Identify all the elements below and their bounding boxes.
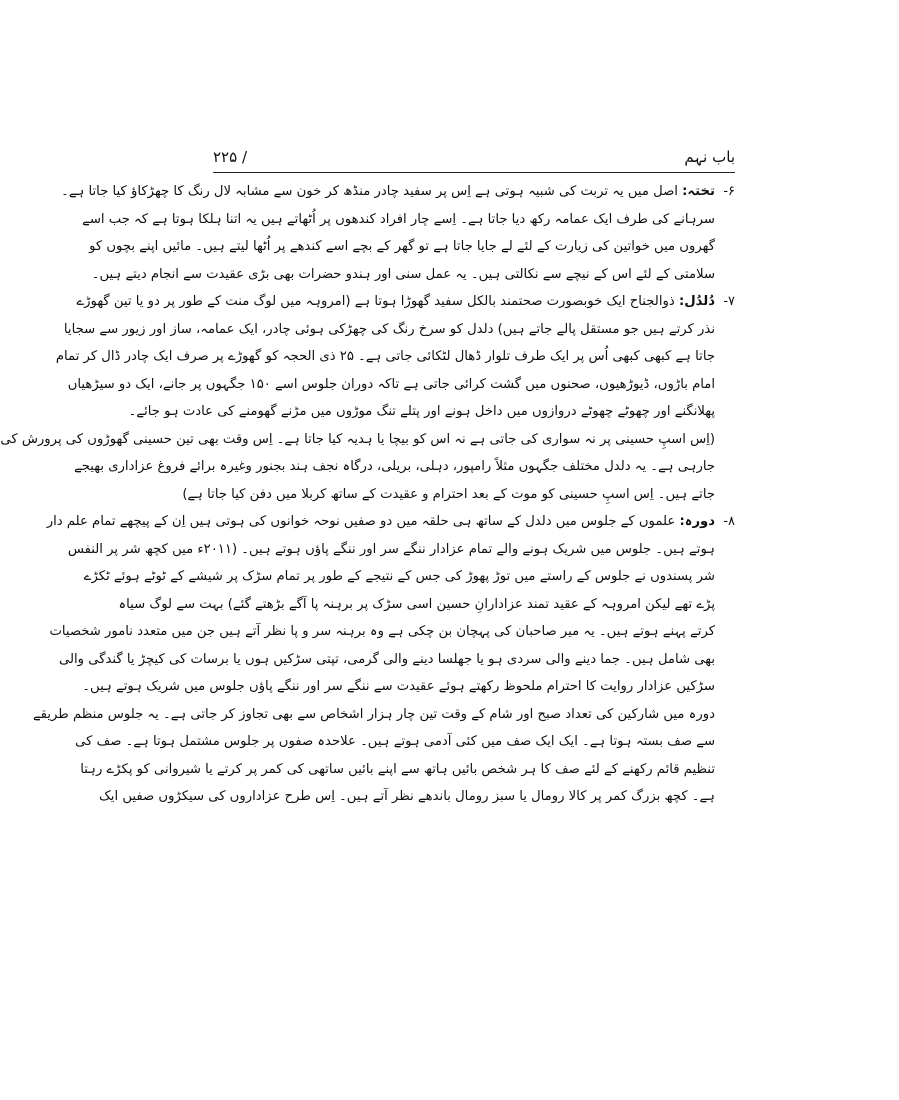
text-line — [74, 453, 715, 481]
text-line — [58, 646, 715, 674]
text-line — [89, 233, 715, 261]
line-text: پڑے تھے لیکن امروہہ کے عقید تمند عزادارانِ حسین اسی سڑک پر برہنہ پا آگے بڑھتے گئے) بہت سے لوگ سیاہ — [118, 596, 715, 612]
line-text: سڑکیں عزادار روایت کا احترام ملحوظ رکھتے ہوئے عقیدت سے ننگے سر اور ننگے پاؤں جلوس میں شریک ہوتے ہیں۔ — [82, 679, 715, 694]
text-line — [118, 591, 715, 619]
section-number: ۸- — [723, 514, 735, 529]
line-text: شر پسندوں نے جلوس کے راستے میں توڑ پھوڑ کی جس کے نتیجے کے طور پر تمام سڑک پر شیشے کے ٹوٹے ہوئے ٹکڑے — [83, 569, 715, 584]
line-text: (اِس اسپِ حسینی پر نہ سواری کی جاتی ہے نہ اس کو بیچا یا ہدیہ کیا جاتا ہے۔ اِس وقت بھی تین حسینی گھوڑوں کی پرورش کی — [0, 431, 715, 447]
text-line — [128, 398, 715, 426]
chapter-title: باب نہم — [684, 148, 735, 166]
text-line — [55, 343, 715, 371]
line-text: علموں کے جلوس میں دلدل کے ساتھ ہی حلقہ میں دو صفیں نوحہ خوانوں کی ہوتی ہیں اِن کے پیچھے تمام علم دار — [46, 514, 676, 529]
text-line — [61, 178, 715, 206]
section-number: ۷- — [723, 294, 735, 309]
line-text: ہوتے ہیں۔ جلوس میں شریک ہونے والے تمام عزادار ننگے سر اور ننگے پاؤں ہوتے ہیں۔ (۲۰۱۱ء میں کچھ شر پر النفس — [67, 541, 715, 557]
section-term: دُلدُل: — [678, 294, 715, 309]
numbered-section — [61, 178, 735, 288]
header-rule — [213, 172, 735, 173]
text-line — [82, 673, 715, 701]
text-line — [32, 701, 715, 729]
page-number: ۲۲۵ / — [213, 148, 247, 166]
text-line — [67, 536, 715, 564]
line-text: جارہی ہے۔ یہ دلدل مختلف جگہوں مثلاً رامپور، دہلی، بریلی، درگاہ نجف ہند بجنور وغیرہ برائے فروغ عزاداری بھیجے — [74, 459, 715, 474]
line-text: تنظیم قائم رکھنے کے لئے صف کا ہر شخص بائیں ہاتھ سے اپنے بائیں ساتھی کی کمر پر کرتے یا شیروانی کو پکڑے رہتا — [80, 761, 715, 777]
text-line — [91, 261, 715, 289]
line-text: سے صف بستہ ہوتا ہے۔ ایک ایک صف میں کئی آدمی ہوتے ہیں۔ علاحدہ صفوں پر جلوس مشتمل ہوتا ہے۔ صف کی — [75, 734, 715, 749]
line-text: دورہ میں شارکین کی تعداد صبح اور شام کے وقت تین چار ہزار اشخاص سے بھی تجاوز کر جاتی ہے۔ یہ جلوس منظم طریقے — [32, 706, 715, 722]
text-line — [76, 288, 715, 316]
numbered-section — [0, 288, 735, 508]
line-text: سرہانے کی طرف ایک عمامہ رکھ دیا جاتا ہے۔ اِسے چار افراد کندھوں پر اُٹھاتے ہیں یہ اتنا ہلکا ہوتا ہے کہ جب اسے — [82, 211, 715, 227]
line-text: ذوالجناح ایک خوبصورت صحتمند بالکل سفید گھوڑا ہوتا ہے (امروہہ میں لوگ منت کے طور پر دو یا تین گھوڑے — [76, 294, 675, 309]
line-text: سلامتی کے لئے اس کے نیچے سے نکالتی ہیں۔ یہ عمل سنی اور ہندو حضرات بھی بڑی عقیدت سے انجام دیتے ہیں۔ — [91, 266, 715, 282]
text-line — [80, 756, 715, 784]
line-text: بھی شامل ہیں۔ جما دینے والی سردی ہو یا جھلسا دینے والی گرمی، تپتی سڑکیں ہوں یا برسات کی کیچڑ یا گندگی والی — [58, 651, 715, 667]
running-header — [213, 148, 735, 172]
text-line — [49, 618, 715, 646]
text-line — [182, 481, 715, 509]
line-text: اصل میں یہ تربت کی شبیہ ہوتی ہے اِس پر سفید چادر منڈھ کر خون سے مشابہ لال رنگ کا چھڑکاؤ کیا جاتا ہے۔ — [61, 184, 678, 199]
line-text: پھلانگنے اور چھوٹے چھوٹے دروازوں میں داخل ہونے اور پتلے تنگ موڑوں میں مڑنے گھومنے کی عادت ہو جائے۔ — [128, 404, 715, 419]
numbered-section — [32, 508, 735, 811]
section-term: تختہ: — [682, 184, 715, 199]
line-text: ہے۔ کچھ بزرگ کمر پر کالا رومال یا سبز رومال باندھے نظر آتے ہیں۔ اِس طرح عزاداروں کی سیکڑوں صفیں ایک — [98, 789, 715, 804]
line-text: کرتے پہنے ہوتے ہیں۔ یہ میر صاحبان کی پہچان بن چکی ہے وہ برہنہ سر و پا نظر آتے ہیں جن میں متعدد نامور شخصیات — [49, 624, 715, 639]
text-line — [67, 371, 715, 399]
line-text: نذر کرتے ہیں جو مستقل پالے جاتے ہیں) دلدل کو سرخ رنگ کی چھڑکی ہوئی چادر، ایک عمامہ، ساز اور زیور سے سجایا — [63, 321, 715, 337]
page-body — [0, 178, 735, 811]
text-line — [75, 728, 715, 756]
text-line — [82, 206, 715, 234]
line-text: جاتا ہے کبھی کبھی اُس پر ایک طرف تلوار ڈھال لٹکائی جاتی ہے۔ ۲۵ ذی الحجہ کو گھوڑے پر صرف ایک چادر ڈال کر تمام — [55, 349, 715, 364]
text-line — [0, 426, 715, 454]
line-text: گھروں میں خواتین کی زیارت کے لئے لے جایا جاتا ہے تو گھر کے بچے اسے کندھے پر اُٹھا لیتے ہیں۔ مائیں اپنے بچوں کو — [89, 239, 715, 254]
section-term: دورہ: — [679, 514, 715, 529]
text-line — [83, 563, 715, 591]
line-text: جاتے ہیں۔ اِس اسپِ حسینی کو موت کے بعد احترام و عقیدت کے ساتھ کربلا میں دفن کیا جاتا ہے) — [182, 486, 715, 502]
section-number: ۶- — [723, 184, 735, 199]
text-line — [46, 508, 715, 536]
text-line — [63, 316, 715, 344]
line-text: امام باڑوں، ڈیوڑھیوں، صحنوں میں گشت کرائی جاتی ہے تاکہ دوران جلوس اسے ۱۵۰ جگہوں پر جانے، ایک دو سیڑھیاں — [67, 376, 715, 392]
text-line — [98, 783, 715, 811]
